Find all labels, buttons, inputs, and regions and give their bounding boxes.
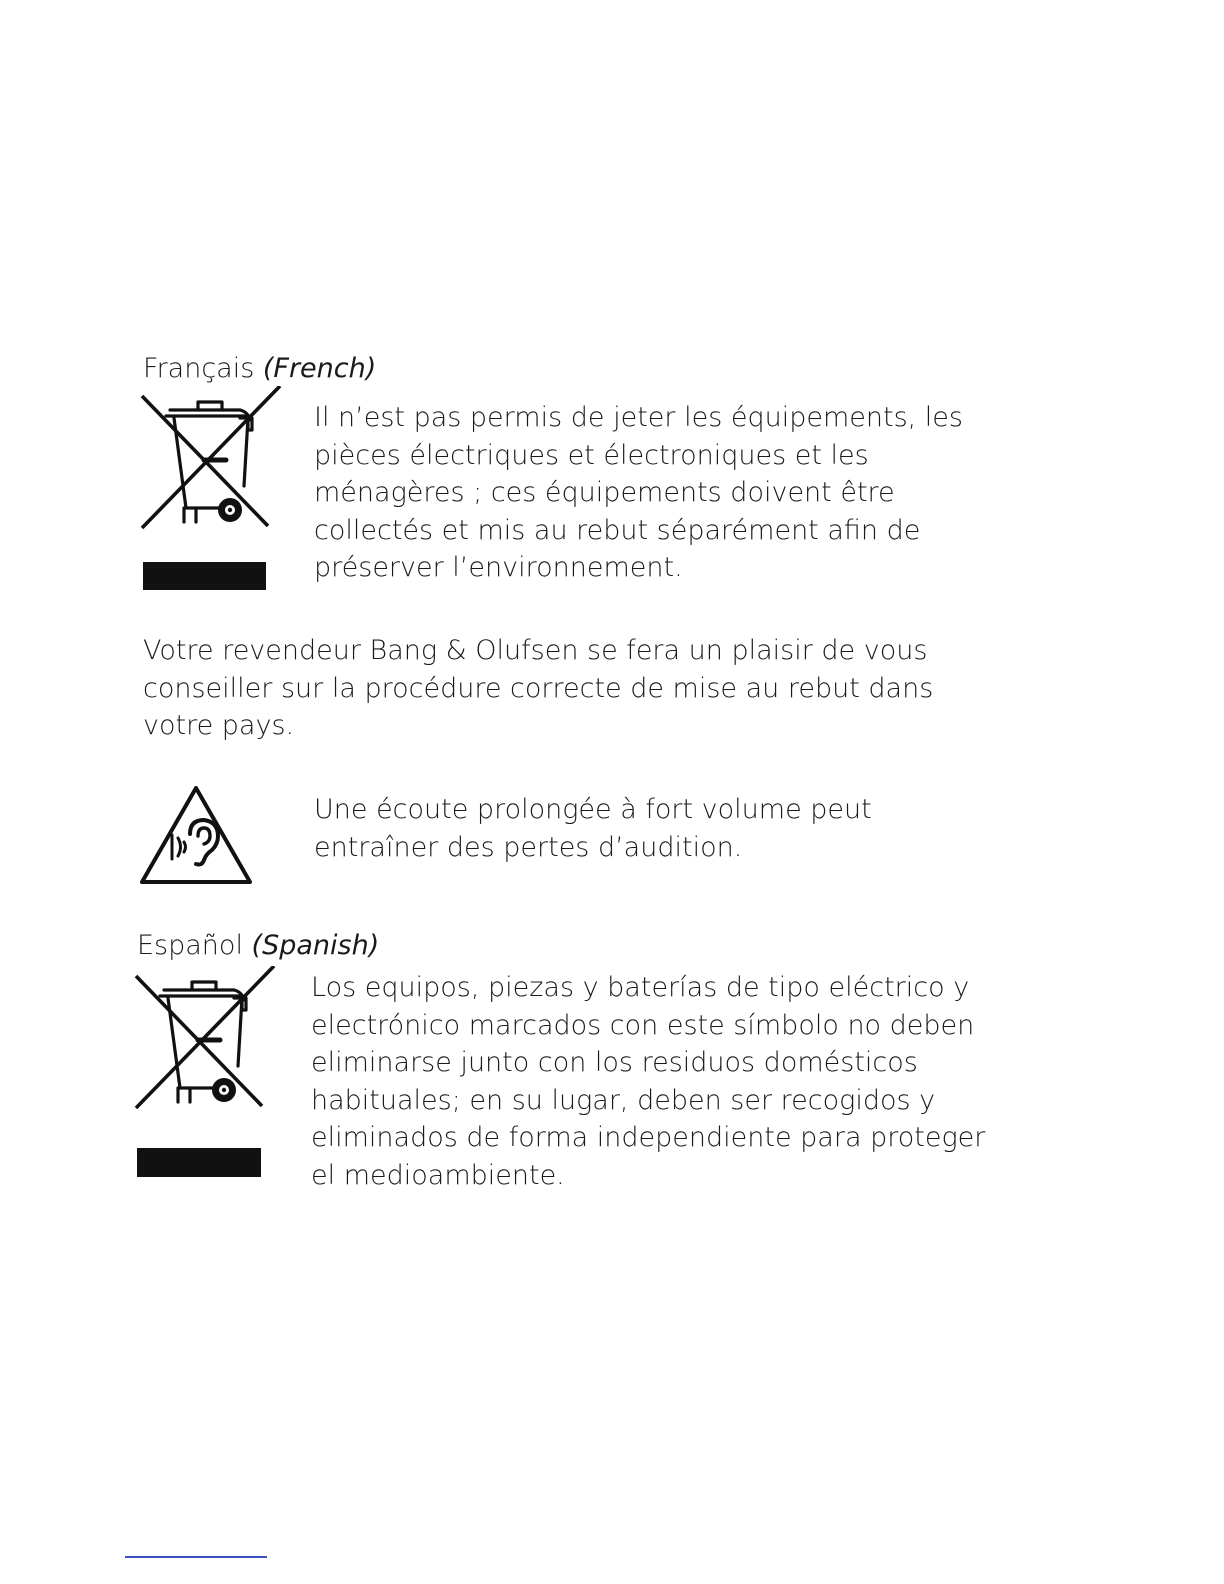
text-line: Los equipos, piezas y baterías de tipo eléctrico y [311,972,970,1003]
text-line: habituales; en su lugar, deben ser recogidos y [311,1084,936,1116]
french-heading-english: (French) [262,353,377,384]
footer-rule [125,1556,267,1558]
text-line: conseiller sur la procédure correcte de mise au rebut dans [143,672,934,704]
french-weee-paragraph [314,399,963,587]
text-line: pièces électriques et électroniques et les [314,439,869,471]
french-heading-label: Français [143,353,255,384]
text-line: votre pays. [143,710,295,741]
text-line: entraîner des pertes d’audition. [314,831,743,863]
weee-black-bar [143,562,266,590]
text-line: eliminarse junto con los residuos domésticos [311,1047,918,1078]
spanish-heading-label: Español [137,930,243,961]
text-line: Il n’est pas permis de jeter les équipements, les [314,402,963,433]
french-heading [143,352,376,386]
text-line: el medioambiente. [311,1159,565,1191]
text-line: electrónico marcados con este símbolo no deben [311,1009,975,1041]
hearing-warning-icon [138,784,254,886]
french-dealer-paragraph [143,632,933,745]
text-line: ménagères ; ces équipements doivent être [314,477,895,508]
text-line: Une écoute prolongée à fort volume peut [314,794,872,825]
weee-black-bar [137,1148,261,1177]
spanish-heading-english: (Spanish) [251,930,380,961]
text-line: collectés et mis au rebut séparément afin de [314,514,921,546]
text-line: préserver l’environnement. [314,552,683,583]
french-hearing-paragraph [314,791,872,866]
spanish-weee-paragraph [311,969,985,1194]
text-line: Votre revendeur Bang & Olufsen se fera un plaisir de vous [143,635,928,666]
text-line: eliminados de forma independiente para proteger [311,1122,986,1153]
weee-bin-icon [140,386,282,538]
weee-bin-icon [134,966,276,1118]
spanish-heading [137,929,379,963]
